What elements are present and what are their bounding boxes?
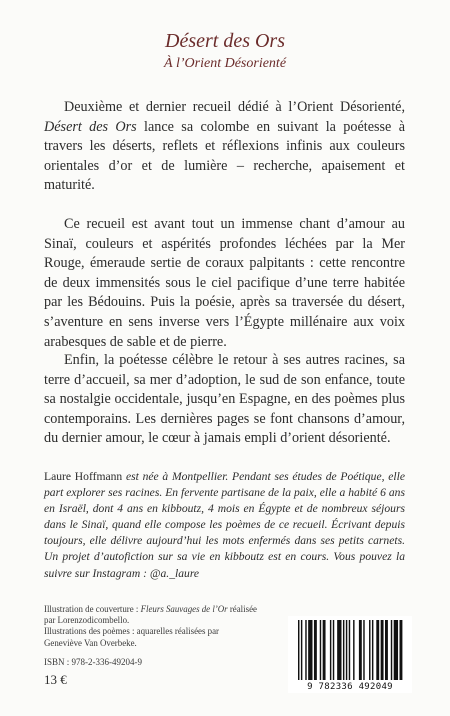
barcode-bar — [301, 620, 302, 680]
blurb-p1-rest: lance sa colombe en suivant la poétesse à travers les déserts, reflets et réflexions infinis aux couleurs orientales d’or et de lumière – recherche, apaisement et maturité. — [44, 118, 405, 194]
blurb-paragraph-2 — [44, 215, 405, 352]
blurb-p1-lead: Deuxième et dernier recueil dédié à l’Orient Désorienté, — [64, 99, 405, 115]
barcode-bar — [337, 620, 341, 680]
barcode-bar — [363, 620, 364, 680]
cover-credit-label: Illustration de couverture : — [44, 604, 141, 614]
cover-credit-artist: réalisée par Lorenzodicombello. — [44, 604, 257, 626]
barcode-bar — [333, 620, 334, 680]
illustration-credits — [44, 604, 259, 649]
isbn: ISBN : 978-2-336-49204-9 — [44, 657, 142, 667]
barcode-bar — [346, 620, 347, 680]
barcode-bar — [394, 620, 398, 680]
poems-credit: Illustrations des poèmes : aquarelles réalisées par Geneviève Van Overbeke. — [44, 626, 219, 648]
barcode-bar — [372, 620, 373, 680]
barcode-bar — [376, 620, 379, 680]
barcode-bar — [369, 620, 370, 680]
price: 13 € — [44, 672, 67, 687]
blurb-p1-title: Désert des Ors — [44, 118, 137, 135]
barcode-bars — [288, 616, 412, 682]
barcode-bar — [400, 620, 403, 680]
author-bio — [44, 469, 405, 582]
book-title: Désert des Ors — [165, 30, 285, 52]
cover-credit-title: Fleurs Sauvages de l’Or — [140, 604, 228, 614]
author-bio-text: est née à Montpellier. Pendant ses études de Poétique, elle part explorer ses racines. En fervente partisane de la paix, elle a habité 6 ans en Israël, dont 4 ans en kibboutz, 4 mois en Égypte et de nombreux séjours dans le Sinaï, quand elle compose les poèmes de ce recueil. Écrivant depuis toujours, elle délivre aujourd’hui les mots enfermés dans ses petits carnets. Un projet d’autofiction sur sa vie en kibboutz est en cours. Vous pouvez la suivre sur Instagram : @a._laure — [44, 470, 405, 580]
barcode-bar — [349, 620, 350, 680]
barcode-bar — [343, 620, 344, 680]
isbn-barcode — [288, 616, 412, 693]
barcode-bar — [330, 620, 331, 680]
barcode-bar — [359, 620, 362, 680]
blurb-paragraph-3 — [44, 351, 405, 449]
barcode-bar — [385, 620, 388, 680]
barcode-bar — [320, 620, 321, 680]
barcode-bar — [391, 620, 392, 680]
barcode-bar — [308, 620, 312, 680]
barcode-digits: 9 782336 492049 — [307, 682, 393, 692]
book-subtitle: À l’Orient Désorienté — [163, 56, 287, 71]
blurb-p2-text: Ce recueil est avant tout un immense chant d’amour au Sinaï, couleurs et aspérités profondes léchées par la Mer Rouge, émeraude sertie de coraux palpitants : cette rencontre de deux immensités sous le ciel pacifique d’une terre habitée par les Bédouins. Puis la poésie, après sa traversée du désert, s’aventure en sens inverse vers l’Égypte millénaire aux voix arabesques de sable et de pierre. — [44, 216, 405, 350]
barcode-bar — [305, 620, 306, 680]
barcode-bar — [323, 620, 326, 680]
barcode-bar — [298, 620, 299, 680]
barcode-bar — [314, 620, 317, 680]
barcode-bar — [353, 620, 354, 680]
author-name: Laure Hoffmann — [44, 470, 123, 483]
blurb-paragraph-1 — [44, 98, 405, 196]
barcode-bar — [381, 620, 384, 680]
blurb-p3-text: Enfin, la poétesse célèbre le retour à ses autres racines, sa terre d’accueil, sa mer d’adoption, le sud de son enfance, toute sa nostalgie occidentale, jusqu’en Espagne, en des poèmes plus contemporains. Les dernières pages se font chansons d’amour, du dernier amour, le cœur à jamais empli d’orient désorienté. — [44, 352, 405, 447]
